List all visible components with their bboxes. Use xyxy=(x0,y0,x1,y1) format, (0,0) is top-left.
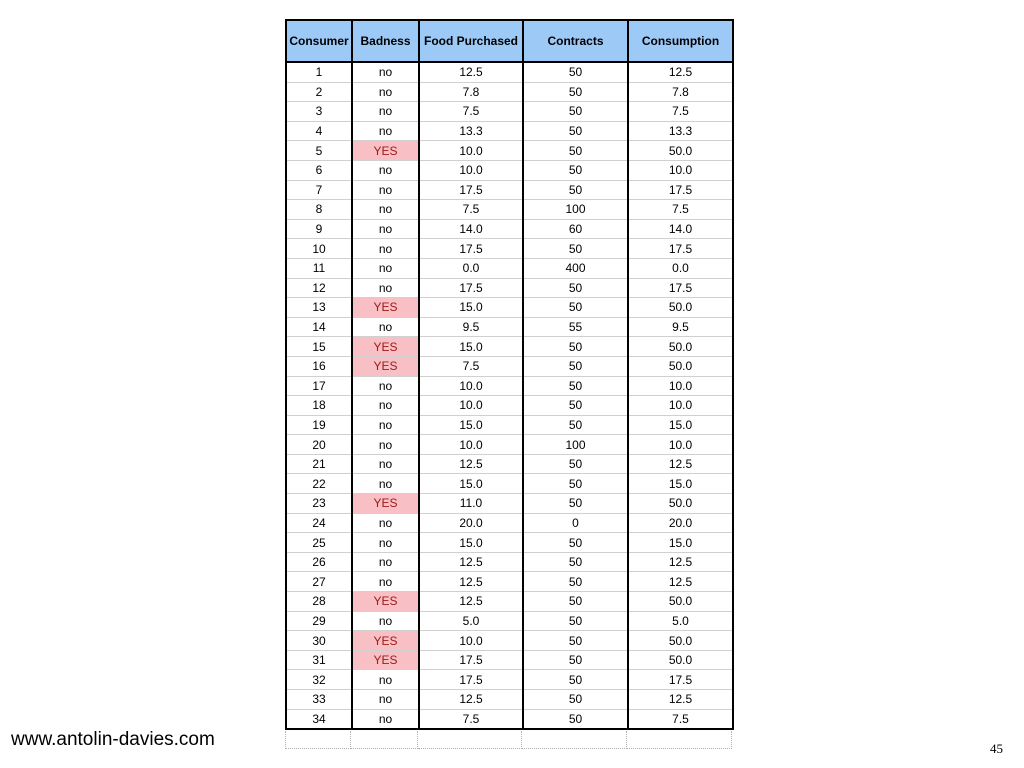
cell-food-purchased: 17.5 xyxy=(419,278,523,298)
cell-consumer: 23 xyxy=(286,494,352,514)
table-row xyxy=(286,102,733,122)
cell-contracts: 50 xyxy=(523,141,628,161)
cell-contracts: 50 xyxy=(523,102,628,122)
cell-contracts: 100 xyxy=(523,435,628,455)
table-row xyxy=(286,454,733,474)
cell-consumption: 50.0 xyxy=(628,650,733,670)
empty-cell xyxy=(285,731,351,749)
cell-badness: no xyxy=(352,435,419,455)
table-row xyxy=(286,258,733,278)
cell-food-purchased: 11.0 xyxy=(419,494,523,514)
table-row xyxy=(286,356,733,376)
cell-consumption: 15.0 xyxy=(628,474,733,494)
cell-badness: YES xyxy=(352,337,419,357)
cell-consumer: 6 xyxy=(286,160,352,180)
cell-consumer: 21 xyxy=(286,454,352,474)
cell-contracts: 50 xyxy=(523,356,628,376)
cell-food-purchased: 15.0 xyxy=(419,474,523,494)
cell-contracts: 50 xyxy=(523,631,628,651)
table-row xyxy=(286,709,733,729)
cell-consumer: 10 xyxy=(286,239,352,259)
cell-consumer: 14 xyxy=(286,317,352,337)
cell-food-purchased: 15.0 xyxy=(419,415,523,435)
page-number: 45 xyxy=(990,741,1003,756)
cell-badness: no xyxy=(352,670,419,690)
cell-consumer: 20 xyxy=(286,435,352,455)
table-row xyxy=(286,396,733,416)
cell-consumption: 10.0 xyxy=(628,396,733,416)
header-contracts: Contracts xyxy=(523,20,628,62)
cell-badness: no xyxy=(352,239,419,259)
cell-contracts: 50 xyxy=(523,82,628,102)
cell-consumer: 2 xyxy=(286,82,352,102)
table-row xyxy=(286,376,733,396)
cell-contracts: 50 xyxy=(523,298,628,318)
cell-consumption: 10.0 xyxy=(628,376,733,396)
cell-badness: no xyxy=(352,160,419,180)
cell-contracts: 50 xyxy=(523,121,628,141)
cell-consumer: 1 xyxy=(286,62,352,82)
cell-contracts: 55 xyxy=(523,317,628,337)
cell-consumer: 15 xyxy=(286,337,352,357)
cell-food-purchased: 12.5 xyxy=(419,552,523,572)
cell-consumer: 3 xyxy=(286,102,352,122)
cell-food-purchased: 7.5 xyxy=(419,200,523,220)
cell-contracts: 0 xyxy=(523,513,628,533)
cell-food-purchased: 17.5 xyxy=(419,180,523,200)
cell-contracts: 100 xyxy=(523,200,628,220)
table-row xyxy=(286,200,733,220)
cell-consumption: 12.5 xyxy=(628,62,733,82)
cell-food-purchased: 20.0 xyxy=(419,513,523,533)
cell-food-purchased: 17.5 xyxy=(419,650,523,670)
cell-consumption: 50.0 xyxy=(628,592,733,612)
cell-badness: no xyxy=(352,376,419,396)
cell-badness: no xyxy=(352,62,419,82)
cell-badness: no xyxy=(352,454,419,474)
cell-badness: no xyxy=(352,709,419,729)
cell-consumption: 7.5 xyxy=(628,709,733,729)
cell-food-purchased: 7.5 xyxy=(419,102,523,122)
cell-consumption: 17.5 xyxy=(628,278,733,298)
header-consumption: Consumption xyxy=(628,20,733,62)
table-row xyxy=(286,160,733,180)
cell-contracts: 50 xyxy=(523,650,628,670)
cell-food-purchased: 12.5 xyxy=(419,62,523,82)
cell-food-purchased: 10.0 xyxy=(419,631,523,651)
cell-consumption: 0.0 xyxy=(628,258,733,278)
cell-consumer: 24 xyxy=(286,513,352,533)
cell-food-purchased: 7.8 xyxy=(419,82,523,102)
cell-badness: no xyxy=(352,219,419,239)
header-food-purchased: Food Purchased xyxy=(419,20,523,62)
cell-badness: no xyxy=(352,572,419,592)
cell-badness: YES xyxy=(352,650,419,670)
table-row xyxy=(286,494,733,514)
cell-food-purchased: 15.0 xyxy=(419,533,523,553)
cell-badness: no xyxy=(352,415,419,435)
cell-contracts: 50 xyxy=(523,533,628,553)
cell-contracts: 50 xyxy=(523,278,628,298)
table-row xyxy=(286,337,733,357)
cell-consumption: 50.0 xyxy=(628,356,733,376)
cell-food-purchased: 14.0 xyxy=(419,219,523,239)
table-body xyxy=(286,62,733,729)
cell-food-purchased: 12.5 xyxy=(419,690,523,710)
table-row xyxy=(286,278,733,298)
cell-food-purchased: 7.5 xyxy=(419,356,523,376)
cell-consumer: 33 xyxy=(286,690,352,710)
cell-contracts: 50 xyxy=(523,415,628,435)
empty-trailing-row xyxy=(285,731,732,749)
cell-food-purchased: 17.5 xyxy=(419,670,523,690)
cell-food-purchased: 12.5 xyxy=(419,572,523,592)
data-table-container xyxy=(285,19,732,730)
header-consumer: Consumer xyxy=(286,20,352,62)
cell-food-purchased: 10.0 xyxy=(419,160,523,180)
cell-consumption: 17.5 xyxy=(628,180,733,200)
table-row xyxy=(286,513,733,533)
cell-consumer: 7 xyxy=(286,180,352,200)
cell-consumption: 15.0 xyxy=(628,415,733,435)
cell-consumer: 32 xyxy=(286,670,352,690)
cell-contracts: 400 xyxy=(523,258,628,278)
cell-consumption: 15.0 xyxy=(628,533,733,553)
table-row xyxy=(286,611,733,631)
cell-contracts: 50 xyxy=(523,454,628,474)
table-row xyxy=(286,317,733,337)
cell-contracts: 50 xyxy=(523,709,628,729)
cell-food-purchased: 7.5 xyxy=(419,709,523,729)
cell-consumption: 50.0 xyxy=(628,337,733,357)
cell-consumer: 5 xyxy=(286,141,352,161)
table-row xyxy=(286,592,733,612)
cell-food-purchased: 9.5 xyxy=(419,317,523,337)
cell-badness: YES xyxy=(352,356,419,376)
cell-badness: no xyxy=(352,533,419,553)
cell-consumption: 7.5 xyxy=(628,102,733,122)
cell-consumption: 14.0 xyxy=(628,219,733,239)
cell-food-purchased: 10.0 xyxy=(419,141,523,161)
cell-contracts: 50 xyxy=(523,494,628,514)
cell-consumer: 13 xyxy=(286,298,352,318)
cell-consumer: 17 xyxy=(286,376,352,396)
cell-badness: no xyxy=(352,474,419,494)
website-url: www.antolin-davies.com xyxy=(11,729,215,750)
cell-consumer: 27 xyxy=(286,572,352,592)
cell-badness: no xyxy=(352,317,419,337)
cell-consumption: 10.0 xyxy=(628,160,733,180)
table-row xyxy=(286,239,733,259)
cell-badness: no xyxy=(352,552,419,572)
cell-contracts: 50 xyxy=(523,62,628,82)
cell-consumer: 12 xyxy=(286,278,352,298)
table-row xyxy=(286,650,733,670)
cell-consumption: 50.0 xyxy=(628,631,733,651)
cell-badness: no xyxy=(352,200,419,220)
cell-consumer: 4 xyxy=(286,121,352,141)
cell-consumption: 12.5 xyxy=(628,572,733,592)
empty-cell xyxy=(351,731,418,749)
cell-consumption: 5.0 xyxy=(628,611,733,631)
cell-food-purchased: 12.5 xyxy=(419,592,523,612)
cell-consumer: 26 xyxy=(286,552,352,572)
table-row xyxy=(286,572,733,592)
cell-food-purchased: 12.5 xyxy=(419,454,523,474)
cell-badness: no xyxy=(352,396,419,416)
table-row xyxy=(286,670,733,690)
cell-badness: YES xyxy=(352,631,419,651)
empty-cell xyxy=(522,731,627,749)
cell-contracts: 50 xyxy=(523,572,628,592)
cell-contracts: 50 xyxy=(523,552,628,572)
cell-badness: no xyxy=(352,278,419,298)
cell-consumption: 50.0 xyxy=(628,298,733,318)
table-row xyxy=(286,82,733,102)
cell-contracts: 50 xyxy=(523,690,628,710)
cell-badness: no xyxy=(352,258,419,278)
cell-consumer: 31 xyxy=(286,650,352,670)
cell-food-purchased: 0.0 xyxy=(419,258,523,278)
cell-consumer: 16 xyxy=(286,356,352,376)
cell-consumption: 17.5 xyxy=(628,670,733,690)
cell-contracts: 50 xyxy=(523,396,628,416)
table-row xyxy=(286,298,733,318)
cell-badness: YES xyxy=(352,592,419,612)
cell-consumption: 50.0 xyxy=(628,494,733,514)
cell-food-purchased: 10.0 xyxy=(419,376,523,396)
cell-contracts: 50 xyxy=(523,592,628,612)
cell-badness: YES xyxy=(352,494,419,514)
cell-badness: no xyxy=(352,121,419,141)
cell-contracts: 50 xyxy=(523,474,628,494)
empty-cell xyxy=(418,731,522,749)
cell-consumption: 17.5 xyxy=(628,239,733,259)
table-row xyxy=(286,121,733,141)
cell-consumer: 22 xyxy=(286,474,352,494)
cell-food-purchased: 10.0 xyxy=(419,396,523,416)
cell-contracts: 50 xyxy=(523,611,628,631)
cell-badness: no xyxy=(352,690,419,710)
cell-food-purchased: 5.0 xyxy=(419,611,523,631)
cell-consumer: 8 xyxy=(286,200,352,220)
cell-contracts: 50 xyxy=(523,670,628,690)
cell-badness: no xyxy=(352,611,419,631)
cell-consumer: 30 xyxy=(286,631,352,651)
cell-contracts: 50 xyxy=(523,337,628,357)
cell-consumer: 29 xyxy=(286,611,352,631)
cell-contracts: 60 xyxy=(523,219,628,239)
consumer-data-table xyxy=(285,19,734,730)
cell-food-purchased: 13.3 xyxy=(419,121,523,141)
table-row xyxy=(286,415,733,435)
table-row xyxy=(286,552,733,572)
cell-badness: no xyxy=(352,102,419,122)
cell-consumption: 12.5 xyxy=(628,454,733,474)
cell-badness: no xyxy=(352,82,419,102)
cell-consumption: 12.5 xyxy=(628,690,733,710)
cell-food-purchased: 15.0 xyxy=(419,337,523,357)
table-row xyxy=(286,533,733,553)
cell-food-purchased: 15.0 xyxy=(419,298,523,318)
cell-consumption: 13.3 xyxy=(628,121,733,141)
cell-contracts: 50 xyxy=(523,180,628,200)
header-row xyxy=(286,20,733,62)
cell-contracts: 50 xyxy=(523,376,628,396)
table-row xyxy=(286,631,733,651)
table-row xyxy=(286,62,733,82)
cell-badness: no xyxy=(352,513,419,533)
cell-badness: no xyxy=(352,180,419,200)
cell-consumer: 11 xyxy=(286,258,352,278)
table-row xyxy=(286,141,733,161)
cell-consumer: 25 xyxy=(286,533,352,553)
table-row xyxy=(286,690,733,710)
cell-badness: YES xyxy=(352,141,419,161)
table-row xyxy=(286,474,733,494)
cell-consumer: 9 xyxy=(286,219,352,239)
cell-consumer: 34 xyxy=(286,709,352,729)
cell-consumer: 18 xyxy=(286,396,352,416)
cell-consumption: 7.8 xyxy=(628,82,733,102)
cell-consumption: 10.0 xyxy=(628,435,733,455)
cell-consumption: 20.0 xyxy=(628,513,733,533)
cell-consumer: 19 xyxy=(286,415,352,435)
cell-consumption: 7.5 xyxy=(628,200,733,220)
cell-food-purchased: 17.5 xyxy=(419,239,523,259)
cell-food-purchased: 10.0 xyxy=(419,435,523,455)
cell-consumption: 50.0 xyxy=(628,141,733,161)
empty-cell xyxy=(627,731,732,749)
cell-contracts: 50 xyxy=(523,239,628,259)
cell-consumption: 12.5 xyxy=(628,552,733,572)
header-badness: Badness xyxy=(352,20,419,62)
cell-contracts: 50 xyxy=(523,160,628,180)
table-row xyxy=(286,180,733,200)
table-row xyxy=(286,435,733,455)
table-row xyxy=(286,219,733,239)
cell-consumer: 28 xyxy=(286,592,352,612)
cell-badness: YES xyxy=(352,298,419,318)
cell-consumption: 9.5 xyxy=(628,317,733,337)
